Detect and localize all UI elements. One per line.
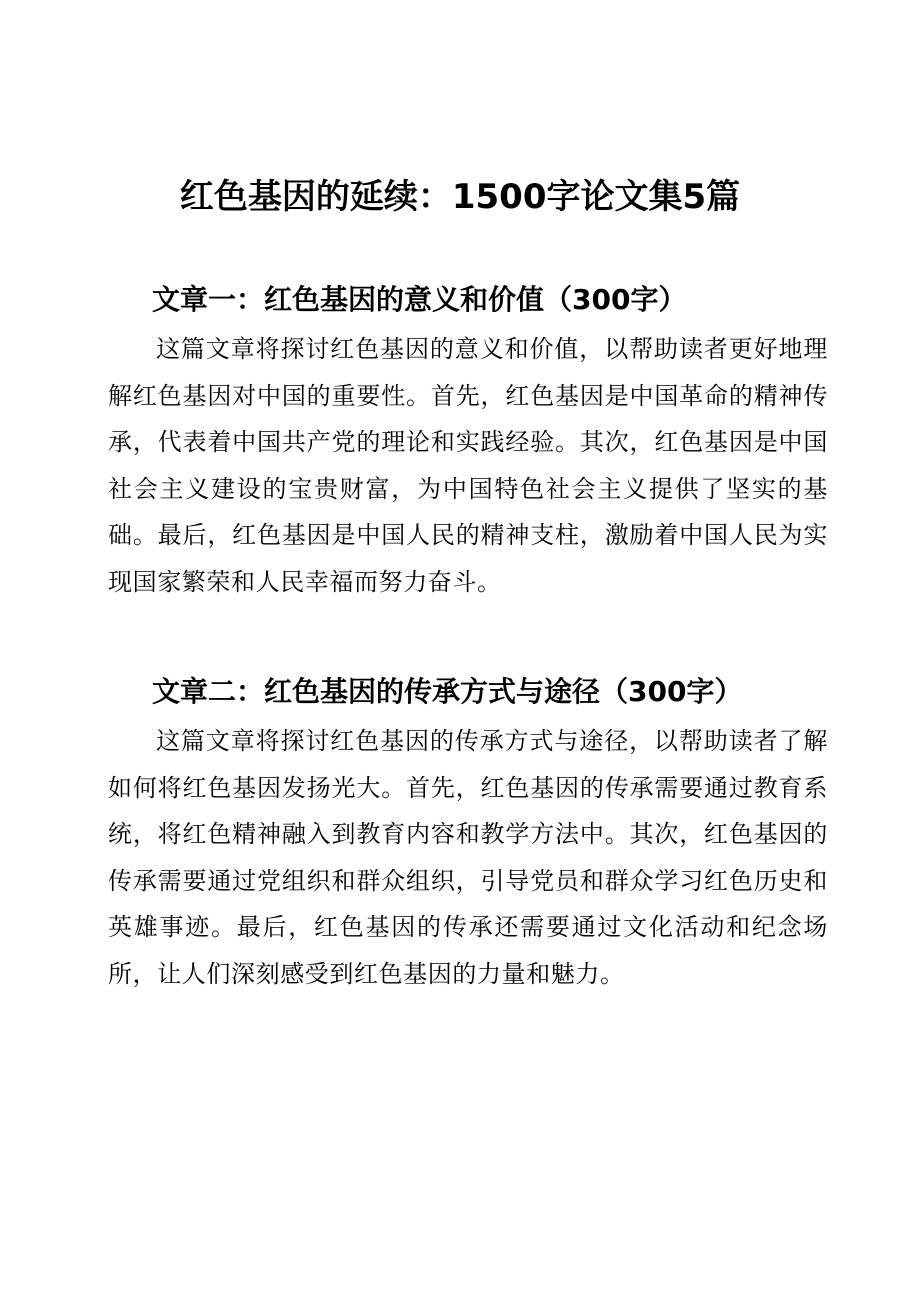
document-title: 红色基因的延续：1500字论文集5篇 [179,177,741,217]
article-2-body: 这篇文章将探讨红色基因的传承方式与途径，以帮助读者了解如何将红色基因发扬光大。首先，红色基因的传承需要通过教育系统，将红色精神融入到教育内容和教学方法中。其次，红色基因的传承需要通过党组织和群众组织，引导党员和群众学习红色历史和英雄事迹。最后，红色基因的传承还需要通过文化活动和纪念场所，让人们深刻感受到红色基因的力量和魅力。 [108,727,828,988]
article-section-1 [108,280,828,605]
article-1-heading: 文章一：红色基因的意义和价值（300字） [152,283,687,316]
article-2-heading: 文章二：红色基因的传承方式与途径（300字） [152,675,743,708]
article-1-body: 这篇文章将探讨红色基因的意义和价值，以帮助读者更好地理解红色基因对中国的重要性。首先，红色基因是中国革命的精神传承，代表着中国共产党的理论和实践经验。其次，红色基因是中国社会主义建设的宝贵财富，为中国特色社会主义提供了坚实的基础。最后，红色基因是中国人民的精神支柱，激励着中国人民为实现国家繁荣和人民幸福而努力奋斗。 [108,335,828,596]
article-section-2 [108,672,828,997]
